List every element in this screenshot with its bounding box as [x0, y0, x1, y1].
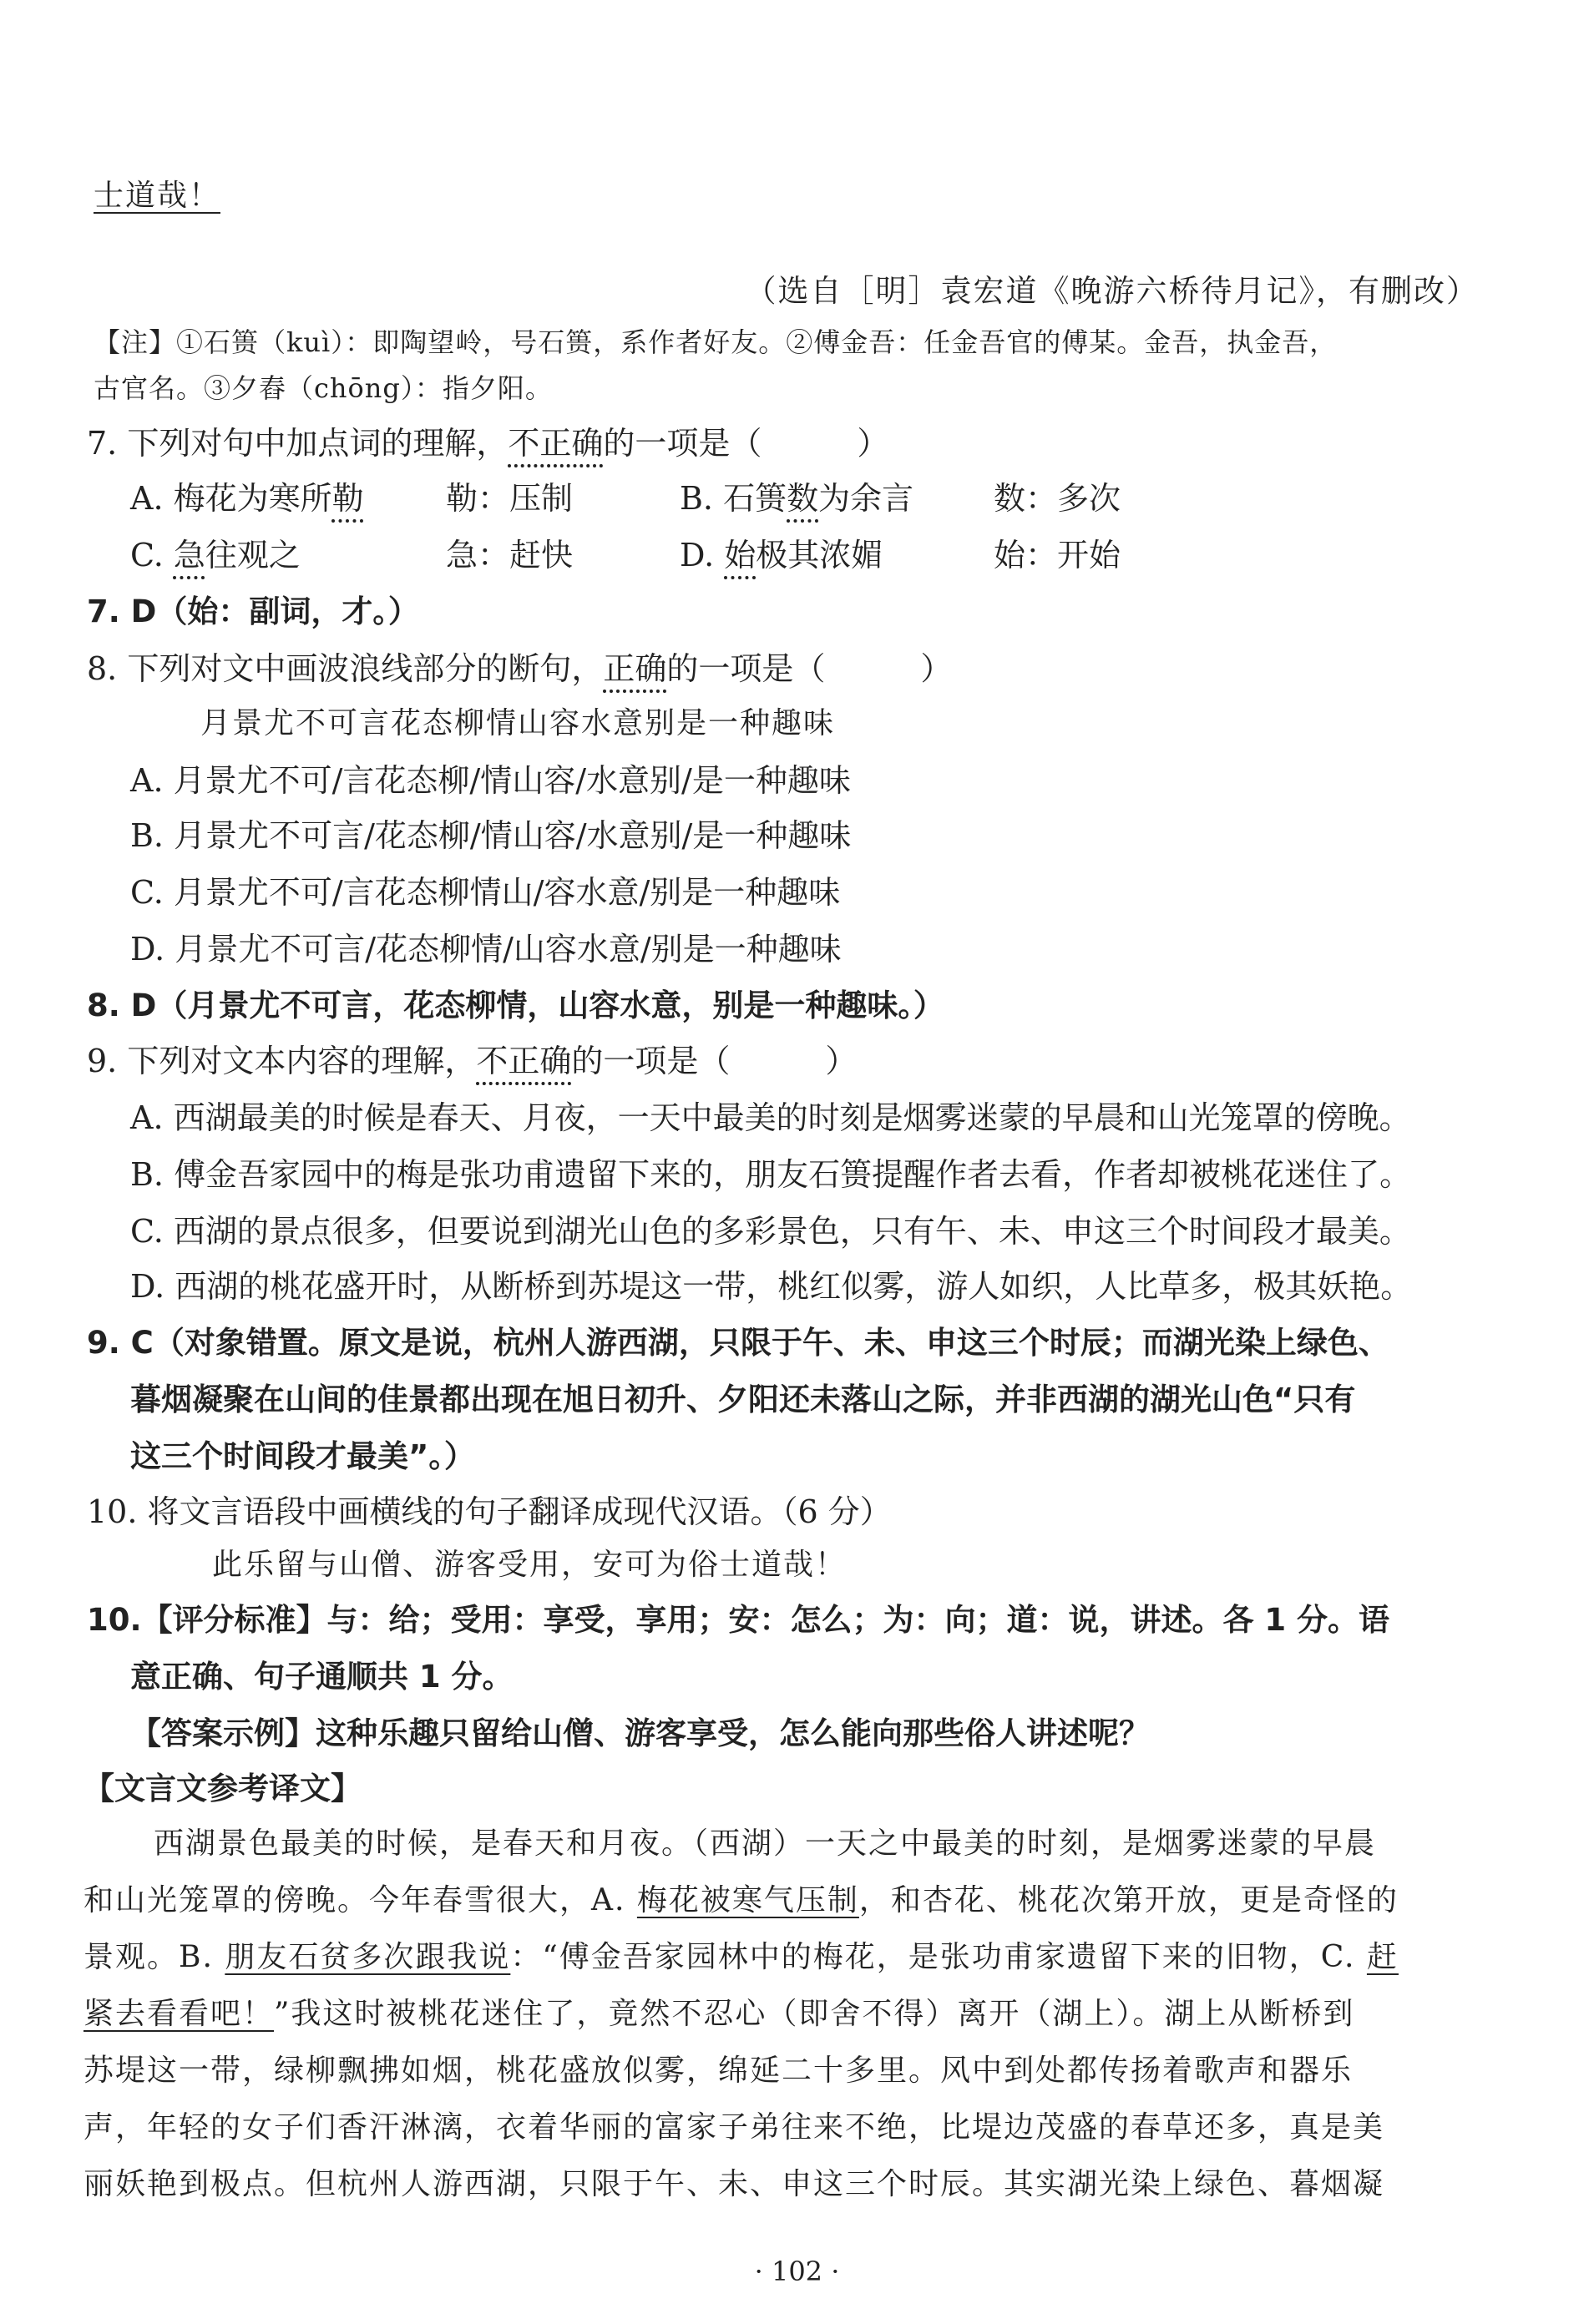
q9-answer-line-1: 9. C（对象错置。原文是说，杭州人游西湖，只限于午、未、申这三个时辰；而湖光染上绿色、: [87, 1325, 1389, 1361]
translation-line-5: 苏堤这一带，绿柳飘拂如烟，桃花盛放似雾，绵延二十多里。风中到处都传扬着歌声和器乐: [83, 2054, 1354, 2088]
q7-option-d: D. 始极其浓媚: [680, 537, 883, 573]
q9-option-a: A. 西湖最美的时候是春天、月夜，一天中最美的时刻是烟雾迷蒙的早晨和山光笼罩的傍晚。: [130, 1099, 1411, 1136]
q9-answer-line-3: 这三个时间段才最美”。）: [130, 1438, 475, 1474]
q10-answer-line-2: 意正确、句子通顺共 1 分。: [130, 1659, 514, 1695]
q7-gloss-a: 勒：压制: [446, 480, 574, 517]
page-number: · 102 ·: [754, 2256, 840, 2287]
q8-option-b: B. 月景尤不可言/花态柳/情山容/水意别/是一种趣味: [130, 817, 852, 854]
q7-option-a: A. 梅花为寒所勒: [130, 480, 364, 517]
translation-line-2: 和山光笼罩的傍晚。今年春雪很大，A. 梅花被寒气压制，和杏花、桃花次第开放，更是奇怪的: [83, 1883, 1399, 1917]
top-line: [94, 172, 1594, 215]
q9-option-d: D. 西湖的桃花盛开时，从断桥到苏堤这一带，桃红似雾，游人如织，人比草多，极其妖艳。: [130, 1268, 1413, 1305]
q10-answer-example: 【答案示例】这种乐趣只留给山僧、游客享受，怎么能向那些俗人讲述呢？: [130, 1715, 1150, 1751]
q8-sentence: 月景尤不可言花态柳情山容水意别是一种趣味: [200, 706, 836, 740]
note-line-2: 古官名。③夕舂（chōng）：指夕阳。: [94, 372, 553, 404]
q8-prompt: 8. 下列对文中画波浪线部分的断句，正确的一项是（ ）: [87, 650, 953, 687]
translation-heading: 【文言文参考译文】: [83, 1771, 362, 1806]
translation-line-3: 景观。B. 朋友石贫多次跟我说：“傅金吾家园林中的梅花，是张功甫家遗留下来的旧物，C. 赶: [83, 1940, 1399, 1974]
q8-answer: 8. D（月景尤不可言，花态柳情，山容水意，别是一种趣味。）: [87, 988, 944, 1023]
q7-answer: 7. D（始：副词，才。）: [87, 594, 419, 629]
q7-gloss-b: 数：多次: [994, 480, 1121, 517]
source-citation: （选自［明］袁宏道《晚游六桥待月记》，有删改）: [745, 273, 1479, 309]
q7-option-c: C. 急往观之: [130, 537, 301, 573]
underlined-sentence-end: 士道哉！: [94, 179, 221, 213]
q8-option-a: A. 月景尤不可/言花态柳/情山容/水意别/是一种趣味: [130, 762, 851, 799]
q9-option-c: C. 西湖的景点很多，但要说到湖光山色的多彩景色，只有午、未、申这三个时间段才最美。: [130, 1213, 1411, 1250]
translation-line-7: 丽妖艳到极点。但杭州人游西湖，只限于午、未、申这三个时辰。其实湖光染上绿色、暮烟凝: [83, 2167, 1385, 2201]
emphasis-dotted: 不正确: [476, 1043, 572, 1079]
note-line-1: 【注】①石篑（kuì）：即陶望岭，号石篑，系作者好友。②傅金吾：任金吾官的傅某。金吾，执金吾，: [94, 326, 1338, 358]
translation-line-6: 声，年轻的女子们香汗淋漓，衣着华丽的富家子弟往来不绝，比堤边茂盛的春草还多，真是美: [83, 2110, 1385, 2145]
q8-option-d: D. 月景尤不可言/花态柳情/山容水意/别是一种趣味: [130, 931, 842, 967]
q10-prompt: 10. 将文言语段中画横线的句子翻译成现代汉语。（6 分）: [87, 1493, 892, 1530]
translation-line-4: 紧去看看吧！”我这时被桃花迷住了，竟然不忍心（即舍不得）离开（湖上）。湖上从断桥到: [83, 1997, 1355, 2031]
emphasis-dotted: 正确: [603, 650, 667, 687]
emphasis-dotted: 不正确: [508, 425, 604, 462]
translation-line-1: 西湖景色最美的时候，是春天和月夜。（西湖）一天之中最美的时刻，是烟雾迷蒙的早晨: [154, 1826, 1377, 1861]
q7-gloss-c: 急：赶快: [446, 537, 574, 573]
q10-answer-line-1: 10.【评分标准】与：给；受用：享受，享用；安：怎么；为：向；道：说，讲述。各 1 分。语: [87, 1602, 1390, 1638]
q9-prompt: 9. 下列对文本内容的理解，不正确的一项是（ ）: [87, 1043, 858, 1079]
q7-option-b: B. 石篑数为余言: [680, 480, 914, 517]
q9-option-b: B. 傅金吾家园中的梅是张功甫遗留下来的，朋友石篑提醒作者去看，作者却被桃花迷住了。: [130, 1156, 1412, 1193]
q10-sentence: 此乐留与山僧、游客受用，安可为俗士道哉！: [212, 1548, 848, 1582]
q8-option-c: C. 月景尤不可/言花态柳情山/容水意/别是一种趣味: [130, 874, 841, 911]
q7-prompt: 7. 下列对句中加点词的理解，不正确的一项是（ ）: [87, 425, 889, 462]
q9-answer-line-2: 暮烟凝聚在山间的佳景都出现在旭日初升、夕阳还未落山之际，并非西湖的湖光山色“只有: [130, 1382, 1356, 1417]
q7-gloss-d: 始：开始: [994, 537, 1121, 573]
